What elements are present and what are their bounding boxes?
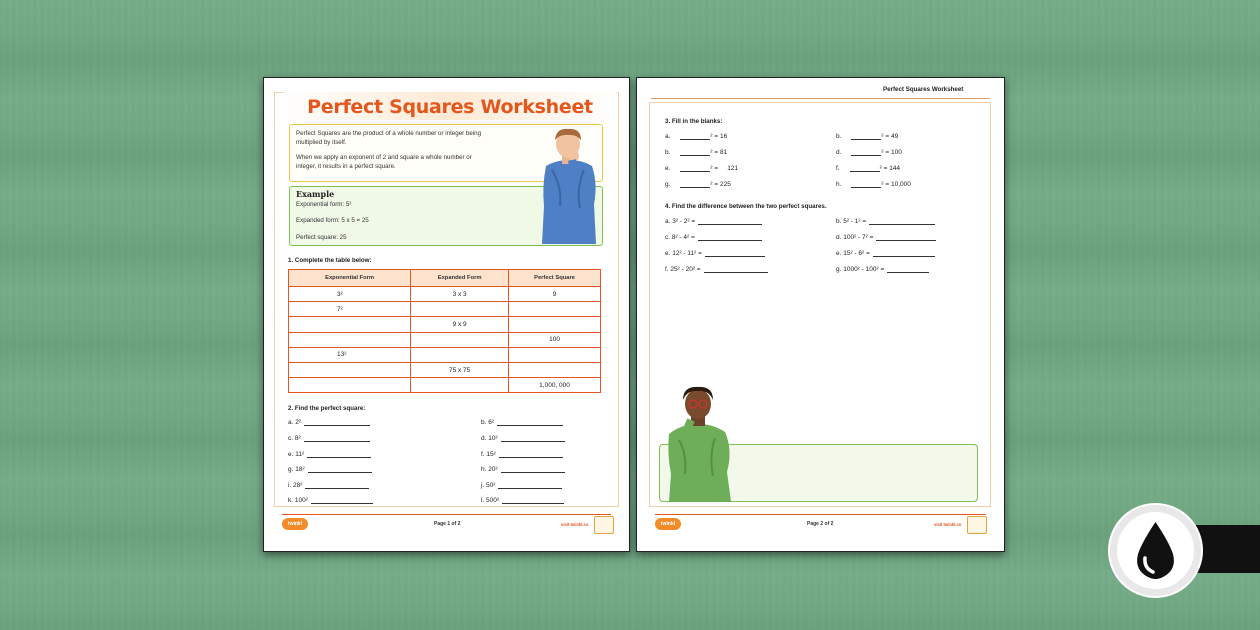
table-row [289, 347, 601, 362]
header-rule [651, 98, 990, 99]
q2-item: c. 8² [288, 435, 370, 442]
footer-url: visit twinkl.co [561, 522, 589, 527]
q2-item: a. 2² [288, 419, 370, 426]
boy-illustration [532, 126, 608, 248]
q4-item: e. 12² - 11² = [665, 250, 765, 257]
footer-url: visit twinkl.co [934, 522, 962, 527]
table-cell: 75 x 75 [411, 362, 509, 377]
table-header: Exponential Form [289, 270, 411, 287]
twinkl-logo: twinkl [655, 518, 681, 530]
table-cell [289, 362, 411, 377]
intro-text-2b: integer, it results in a perfect square. [296, 163, 396, 170]
table-cell [289, 332, 411, 347]
q4-item: b. 5² - 1² = [836, 218, 935, 225]
intro-text-1: Perfect Squares are the product of a whole number or integer being [296, 130, 482, 137]
question-2-label: 2. Find the perfect square: [288, 405, 366, 412]
table-header: Expanded Form [411, 270, 509, 287]
table-row [289, 287, 601, 302]
q4-item: c. 8² - 4² = [665, 234, 762, 241]
table-cell: 7² [289, 302, 411, 317]
table-cell: 13² [289, 347, 411, 362]
table-cell [411, 302, 509, 317]
q4-item: f. 25² - 20² = [665, 266, 768, 273]
table-row [289, 332, 601, 347]
q4-item: a. 3² - 2² = [665, 218, 762, 225]
table-cell [289, 378, 411, 393]
footer-rule [282, 514, 611, 515]
q4-item: g. 1000² - 100² = [836, 266, 929, 273]
example-exponential: Exponential form: 5² [296, 201, 352, 208]
q3-item: d. ² = 100 [836, 149, 902, 156]
q3-item: h. ² = 10,000 [836, 181, 911, 188]
example-expanded: Expanded form: 5 x 5 = 25 [296, 217, 369, 224]
question-3-label: 3. Fill in the blanks: [665, 118, 723, 125]
table-cell: 3 x 3 [411, 287, 509, 302]
running-header: Perfect Squares Worksheet [883, 86, 964, 93]
q3-item: f. ² = 144 [836, 165, 901, 172]
footer-rule [655, 514, 986, 515]
worksheet-page-2 [636, 77, 1005, 552]
drop-inner-circle [1117, 512, 1194, 589]
table-cell: 3² [289, 287, 411, 302]
q3-item: e. ² = 121 [665, 165, 739, 172]
ink-drop-icon [1117, 512, 1194, 589]
q4-item: e. 15² - 6² = [836, 250, 935, 257]
table-cell [509, 362, 601, 377]
table-cell [411, 332, 509, 347]
q3-item: b. ² = 81 [665, 149, 728, 156]
intro-text-2: When we apply an exponent of 2 and square a whole number or [296, 154, 472, 161]
quality-badge-icon [967, 516, 987, 534]
q2-item: d. 10² [481, 435, 565, 442]
question-4-label: 4. Find the difference between the two perfect squares. [665, 203, 827, 210]
perfect-squares-table [288, 269, 601, 393]
table-cell [411, 347, 509, 362]
table-cell: 1,000, 000 [509, 378, 601, 393]
q2-item: g. 18² [288, 466, 372, 473]
worksheet-page-1 [263, 77, 630, 552]
page-number: Page 2 of 2 [807, 521, 834, 527]
q4-item: d. 100² - 7² = [836, 234, 936, 241]
table-cell [289, 317, 411, 332]
twinkl-logo: twinkl [282, 518, 308, 530]
q2-item: f. 15² [481, 451, 563, 458]
table-cell [509, 347, 601, 362]
page-title: Perfect Squares Worksheet [307, 96, 593, 118]
example-heading: Example [296, 189, 335, 199]
q2-item: l. 500² [481, 497, 564, 504]
table-row [289, 317, 601, 332]
intro-text-1b: multiplied by itself. [296, 139, 347, 146]
table-row [289, 378, 601, 393]
q3-item: b. ² = 49 [836, 133, 899, 140]
question-1-label: 1. Complete the table below: [288, 257, 372, 264]
student-illustration [661, 384, 741, 504]
table-cell [509, 302, 601, 317]
table-row [289, 362, 601, 377]
table-cell [411, 378, 509, 393]
ink-drop-button[interactable] [1108, 503, 1203, 598]
title-banner [282, 92, 618, 120]
q3-item: g. ² = 225 [665, 181, 731, 188]
table-header: Perfect Square [509, 270, 601, 287]
quality-badge-icon [594, 516, 614, 534]
q3-item: a. ² = 16 [665, 133, 728, 140]
table-cell: 9 [509, 287, 601, 302]
table-row [289, 302, 601, 317]
table-cell: 9 x 9 [411, 317, 509, 332]
q2-item: e. 11² [288, 451, 371, 458]
drop-tab[interactable] [1195, 525, 1260, 573]
table-cell: 100 [509, 332, 601, 347]
q2-item: b. 6² [481, 419, 563, 426]
q2-item: i. 28² [288, 482, 369, 489]
q2-item: h. 20² [481, 466, 565, 473]
q2-item: k. 100² [288, 497, 373, 504]
q2-item: j. 50² [481, 482, 562, 489]
example-perfect: Perfect square: 25 [296, 234, 347, 241]
table-cell [509, 317, 601, 332]
page-number: Page 1 of 2 [434, 521, 461, 527]
